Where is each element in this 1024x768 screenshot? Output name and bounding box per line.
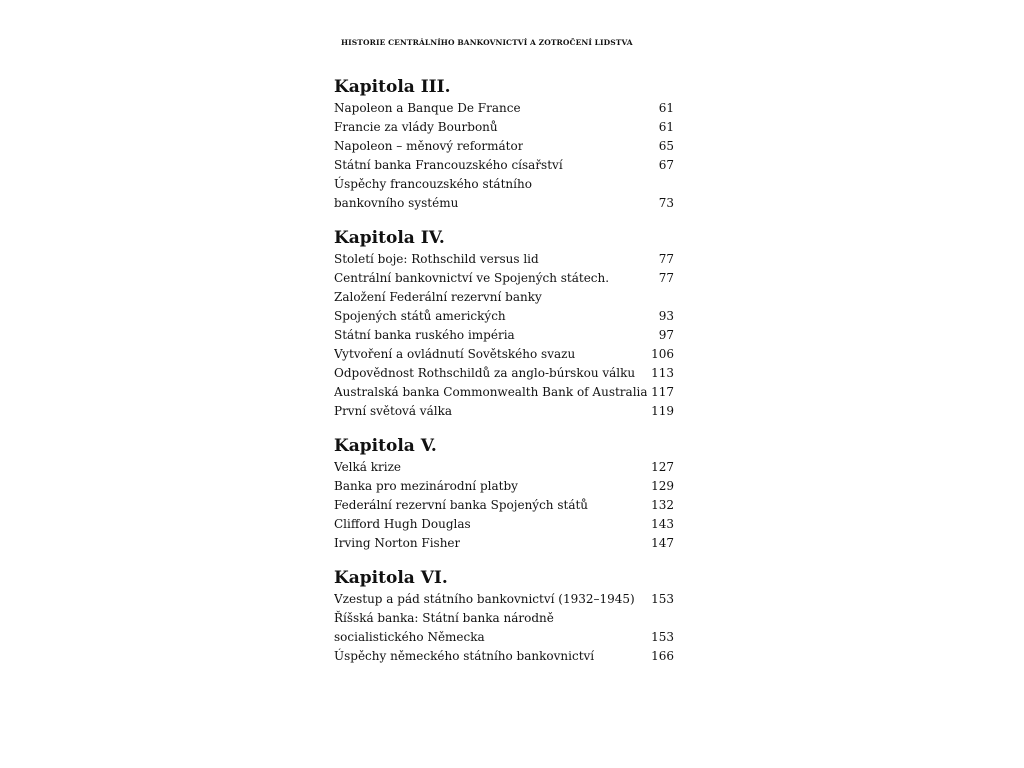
toc-entry (334, 156, 674, 175)
toc-entry-page: 143 (651, 517, 674, 531)
toc-entry-page: 153 (651, 630, 674, 644)
chapter-5 (334, 435, 674, 553)
toc-entry-text: Napoleon – měnový reformátor (334, 139, 524, 153)
toc-entry-text: Vytvoření a ovládnutí Sovětského svazu (334, 347, 576, 361)
toc-entry-page: 119 (651, 404, 674, 418)
toc-entry (334, 175, 674, 194)
toc-entry-text: Spojených států amerických (334, 309, 506, 323)
toc-entry-text: Odpovědnost Rothschildů za anglo-búrskou válku (334, 366, 636, 380)
toc-entry (334, 647, 674, 666)
toc-entry-text: Irving Norton Fisher (334, 536, 461, 550)
toc-entry-page: 61 (658, 101, 674, 115)
toc-entry-page (648, 609, 674, 628)
chapter-title: Kapitola VI. (334, 568, 448, 588)
toc-entry-page (648, 288, 674, 307)
table-of-contents (334, 76, 674, 680)
toc-entry (334, 534, 674, 553)
toc-entry-text: bankovního systému (334, 196, 459, 210)
toc-entry-page: 166 (651, 649, 674, 663)
toc-entry-text: Vzestup a pád státního bankovnictví (1932–1945) (334, 592, 635, 606)
toc-entry-text: Století boje: Rothschild versus lid (334, 252, 539, 266)
toc-entry-text: Clifford Hugh Douglas (334, 517, 471, 531)
toc-entry (334, 288, 674, 307)
toc-entry-page: 106 (651, 347, 674, 361)
toc-entry-page: 77 (658, 271, 674, 285)
toc-entry (334, 269, 674, 288)
toc-entry (334, 194, 674, 213)
toc-entry (334, 515, 674, 534)
toc-entry (334, 458, 674, 477)
toc-entry (334, 383, 674, 402)
toc-entry-text: Úspěchy německého státního bankovnictví (334, 649, 595, 663)
toc-entry (334, 364, 674, 383)
chapter-title: Kapitola IV. (334, 228, 445, 248)
toc-entry-page: 129 (651, 479, 674, 493)
toc-entry-page: 67 (658, 158, 674, 172)
chapter-title: Kapitola V. (334, 436, 437, 456)
toc-entry-text: Založení Federální rezervní banky (334, 290, 542, 304)
toc-entry (334, 402, 674, 421)
chapter-3 (334, 76, 674, 213)
toc-entry (334, 250, 674, 269)
toc-entry-page: 132 (651, 498, 674, 512)
toc-entry-text: socialistického Německa (334, 630, 485, 644)
toc-entry-text: Velká krize (334, 460, 402, 474)
toc-entry-page: 77 (658, 252, 674, 266)
toc-entry-text: Státní banka ruského impéria (334, 328, 515, 342)
toc-entry (334, 496, 674, 515)
toc-entry (334, 609, 674, 628)
toc-entry (334, 590, 674, 609)
toc-entry-text: První světová válka (334, 404, 453, 418)
toc-entry (334, 307, 674, 326)
toc-entry-page: 97 (658, 328, 674, 342)
toc-entry (334, 477, 674, 496)
toc-entry (334, 345, 674, 364)
toc-entry-page: 113 (651, 366, 674, 380)
toc-entry (334, 628, 674, 647)
toc-entry-text: Australská banka Commonwealth Bank of Australia (334, 385, 648, 399)
chapter-title: Kapitola III. (334, 77, 451, 97)
toc-entry-page: 127 (651, 460, 674, 474)
toc-entry-page: 73 (658, 196, 674, 210)
toc-entry-page: 153 (651, 592, 674, 606)
toc-entry (334, 137, 674, 156)
toc-entry (334, 99, 674, 118)
toc-entry-page: 93 (658, 309, 674, 323)
toc-entry-page: 61 (658, 120, 674, 134)
toc-entry-text: Francie za vlády Bourbonů (334, 120, 498, 134)
toc-entry-text: Centrální bankovnictví ve Spojených státech. (334, 271, 610, 285)
toc-entry-page: 147 (651, 536, 674, 550)
toc-entry-page: 65 (658, 139, 674, 153)
toc-entry-text: Úspěchy francouzského státního (334, 177, 532, 191)
running-header: HISTORIE CENTRÁLNÍHO BANKOVNICTVÍ A ZOTROČENÍ LIDSTVA (341, 38, 633, 47)
toc-entry-text: Banka pro mezinárodní platby (334, 479, 518, 493)
toc-entry (334, 118, 674, 137)
toc-entry-text: Napoleon a Banque De France (334, 101, 521, 115)
toc-entry-text: Státní banka Francouzského císařství (334, 158, 563, 172)
toc-entry-text: Federální rezervní banka Spojených států (334, 498, 589, 512)
chapter-4 (334, 227, 674, 421)
toc-entry-page (648, 175, 674, 194)
toc-entry-text: Říšská banka: Státní banka národně (334, 611, 554, 625)
toc-entry-page: 117 (651, 385, 675, 399)
chapter-6 (334, 567, 674, 666)
toc-entry (334, 326, 674, 345)
